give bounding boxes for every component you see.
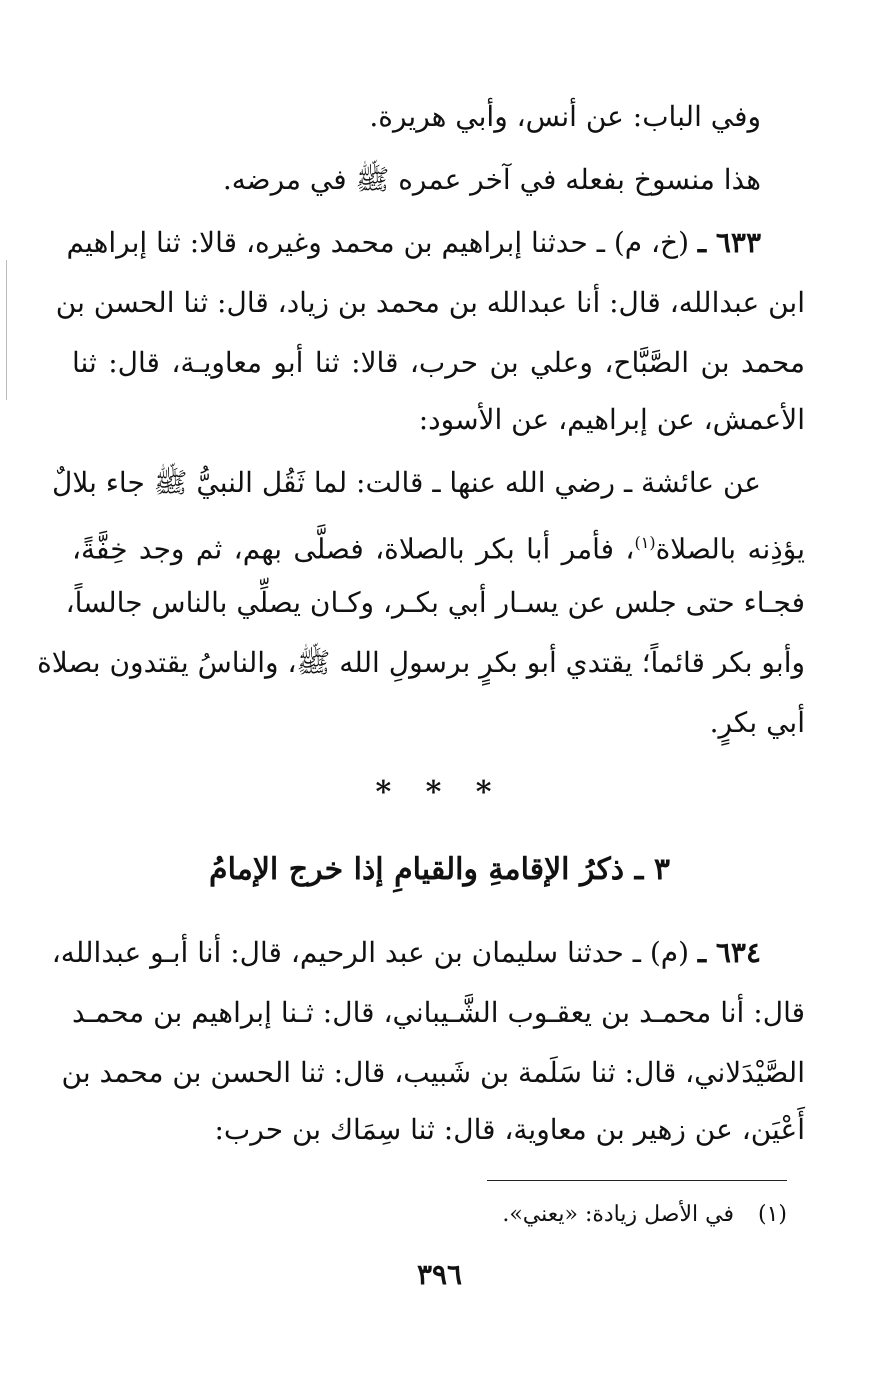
matn-633-line-4: وأبو بكر قائماً؛ يقتدي أبو بكرٍ برسولِ الله ﷺ، والناسُ يقتدون بصلاة	[37, 646, 805, 679]
hadith-633-isnad-start: (خ، م) ـ حدثنا إبراهيم بن محمد وغيره، قالا: ثنا إبراهيم	[66, 226, 690, 259]
matn-633-line-5: أبي بكرٍ.	[709, 706, 805, 739]
hadith-634-line-4: أَعْيَن، عن زهير بن معاوية، قال: ثنا سِمَاك بن حرب:	[214, 1113, 805, 1146]
hadith-634-line-1	[51, 933, 761, 973]
matn-633-line-2	[72, 523, 805, 569]
hadith-633-line-1	[66, 223, 761, 263]
footnote-rule	[487, 1180, 787, 1181]
section-heading: ٣ ـ ذكرُ الإقامةِ والقيامِ إذا خرج الإمامُ	[209, 852, 670, 887]
matn-633-line-2-end: ، فأمر أبا بكر بالصلاة، فصلَّى بهم، ثم وجد خِفَّةً،	[72, 532, 635, 566]
matn-633-line-2-start: يؤذِنه بالصلاة	[655, 532, 806, 566]
hadith-633-line-2: ابن عبدالله، قال: أنا عبدالله بن محمد بن زياد، قال: ثنا الحسن بن	[55, 286, 805, 319]
page-number: ٣٩٦	[416, 1258, 463, 1291]
text-line-mansukh: هذا منسوخ بفعله في آخر عمره ﷺ في مرضه.	[222, 163, 761, 196]
hadith-number-633: ٦٣٣ ـ	[697, 226, 761, 259]
matn-633-line-3: فجـاء حتى جلس عن يسـار أبي بكـر، وكـان يصلِّي بالناس جالساً،	[65, 586, 805, 619]
hadith-633-line-3: محمد بن الصَّبَّاح، وعلي بن حرب، قالا: ثنا أبو معاويـة، قال: ثنا	[72, 346, 805, 379]
hadith-633-line-4: الأعمش، عن إبراهيم، عن الأسود:	[418, 403, 805, 436]
footnote-reference: (١)	[634, 533, 656, 552]
section-separator: * * *	[375, 775, 504, 810]
footnote-text: في الأصل زيادة: «يعني».	[502, 1202, 734, 1227]
hadith-number-634: ٦٣٤ ـ	[697, 936, 761, 969]
matn-633-line-1: عن عائشة ـ رضي الله عنها ـ قالت: لما ثَقُل النبيُّ ﷺ جاء بلالٌ	[52, 466, 761, 499]
footnote	[502, 1199, 787, 1231]
text-line-bab: وفي الباب: عن أنس، وأبي هريرة.	[369, 100, 761, 133]
scan-margin-line	[6, 260, 7, 400]
footnote-marker: (١)	[757, 1202, 787, 1227]
hadith-634-line-2: قال: أنا محمـد بن يعقـوب الشَّـيباني، قال: ثـنا إبراهيم بن محمـد	[72, 996, 805, 1029]
hadith-634-line-3: الصَّيْدَلاني، قال: ثنا سَلَمة بن شَبيب، قال: ثنا الحسن بن محمد بن	[61, 1056, 805, 1089]
hadith-634-isnad-start: (م) ـ حدثنا سليمان بن عبد الرحيم، قال: أنا أبـو عبدالله،	[51, 936, 690, 969]
